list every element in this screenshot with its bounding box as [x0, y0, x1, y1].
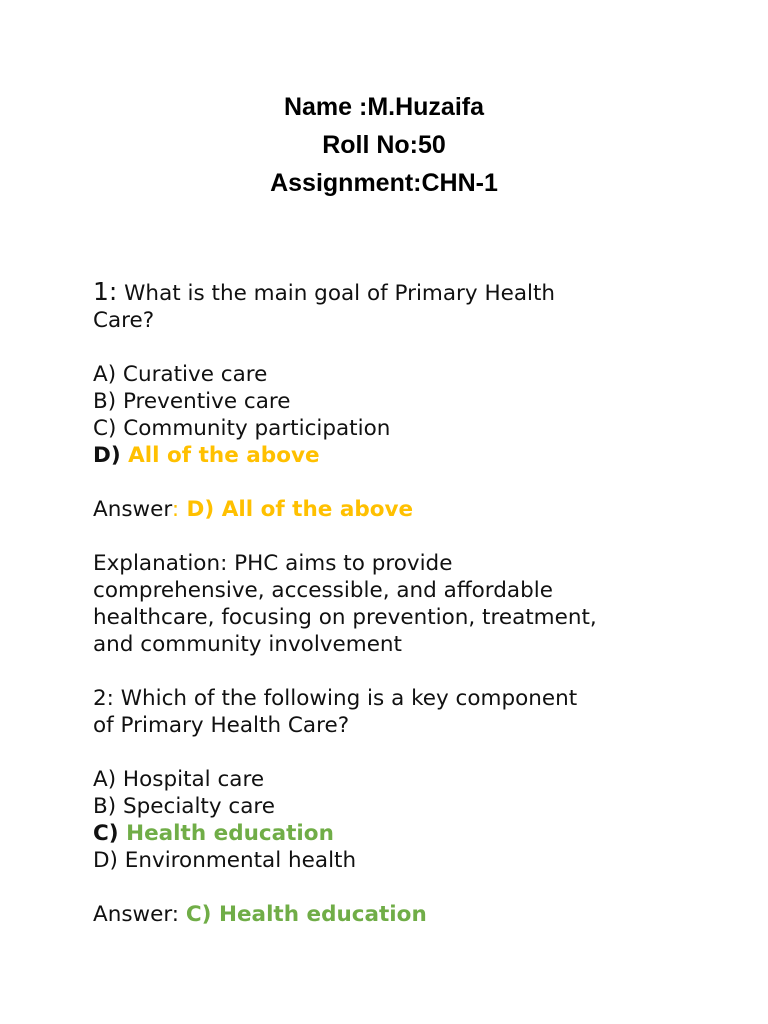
spacer — [93, 739, 693, 766]
explanation-line: Explanation: PHC aims to provide — [93, 551, 453, 576]
question-2-line-1: 2: Which of the following is a key component — [93, 686, 578, 711]
question-2-option-a: A) Hospital care — [93, 767, 265, 792]
question-2-option-c-letter: C) — [93, 821, 119, 846]
question-1-option-c: C) Community participation — [93, 416, 391, 441]
spacer — [93, 523, 693, 550]
question-1-number: 1: — [93, 277, 118, 306]
question-2-line-2: of Primary Health Care? — [93, 713, 350, 738]
question-2-option-d: D) Environmental health — [93, 848, 357, 873]
assignment-title: Assignment:CHN-1 — [270, 169, 498, 197]
spacer — [93, 334, 693, 361]
question-1-line-2: Care? — [93, 308, 155, 333]
question-2-answer — [93, 901, 693, 928]
question-2-option-c — [93, 820, 693, 847]
question-1-option-d-letter: D) — [93, 443, 121, 468]
question-1-answer-value: D) All of the above — [179, 497, 414, 522]
spacer — [93, 658, 693, 685]
explanation-line: comprehensive, accessible, and affordable — [93, 578, 553, 603]
question-1-text: What is the main goal of Primary Health — [117, 281, 556, 306]
explanation-line: healthcare, focusing on prevention, treatment, — [93, 605, 597, 630]
spacer — [93, 874, 693, 901]
question-1-option-d-text: All of the above — [120, 443, 320, 468]
question-1-answer — [93, 496, 693, 523]
question-2-answer-value: C) Health education — [185, 902, 427, 927]
question-1-answer-colon: : — [171, 497, 180, 522]
roll-number: Roll No:50 — [322, 131, 446, 159]
question-1-answer-label: Answer — [93, 497, 172, 522]
student-name: Name :M.Huzaifa — [283, 93, 485, 121]
question-1-line-1 — [93, 278, 693, 307]
explanation-line: and community involvement — [93, 632, 402, 657]
question-1-option-a: A) Curative care — [93, 362, 268, 387]
document-body — [93, 278, 693, 928]
question-2-option-b: B) Specialty care — [93, 794, 276, 819]
question-1-option-d — [93, 442, 693, 469]
question-2-answer-label: Answer: — [93, 902, 186, 927]
question-1-option-b: B) Preventive care — [93, 389, 291, 414]
document-header — [0, 88, 768, 202]
question-2-option-c-text: Health education — [118, 821, 334, 846]
spacer — [93, 469, 693, 496]
